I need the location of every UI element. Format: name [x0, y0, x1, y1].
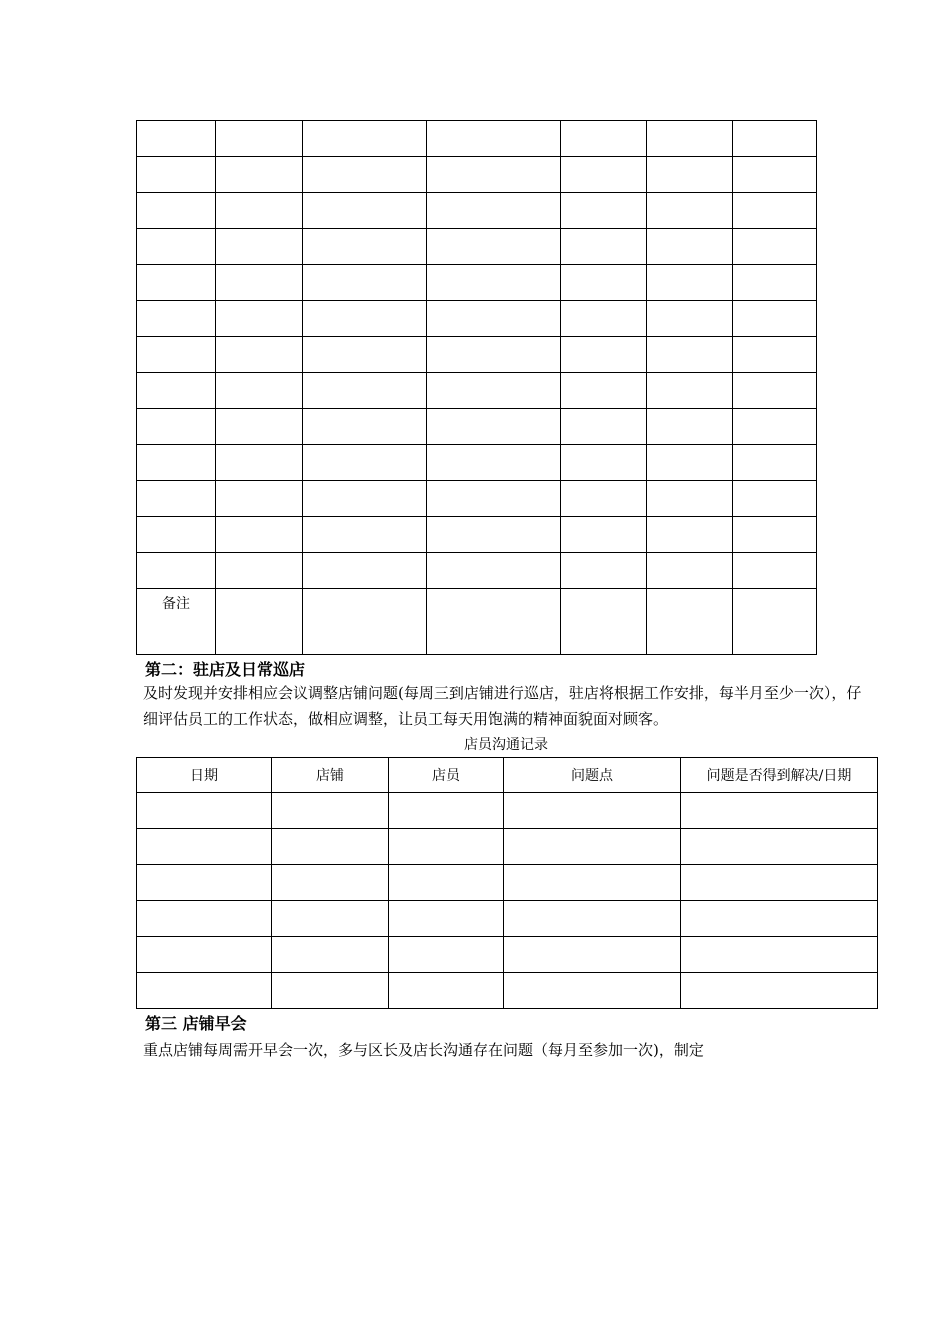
grid-cell [647, 265, 733, 301]
table-cell [504, 973, 681, 1009]
table-cell [681, 793, 878, 829]
grid-cell [427, 193, 561, 229]
grid-cell [303, 445, 427, 481]
grid-cell [303, 301, 427, 337]
grid-cell [216, 517, 303, 553]
table-row [137, 865, 878, 901]
grid-cell [137, 193, 216, 229]
grid-cell [427, 481, 561, 517]
grid-cell [427, 157, 561, 193]
table-cell [272, 901, 389, 937]
grid-cell [303, 229, 427, 265]
grid-row [137, 409, 817, 445]
grid-cell [647, 121, 733, 157]
grid-cell [216, 589, 303, 655]
header-resolved-date: 问题是否得到解决/日期 [681, 758, 878, 793]
grid-cell [561, 193, 647, 229]
grid-cell [303, 517, 427, 553]
grid-cell [561, 337, 647, 373]
table-cell [389, 937, 504, 973]
grid-cell [303, 337, 427, 373]
grid-cell [733, 337, 817, 373]
table-row [137, 973, 878, 1009]
grid-cell [733, 445, 817, 481]
grid-cell [427, 517, 561, 553]
section3-heading: 第三 店铺早会 [145, 1014, 247, 1033]
grid-cell [733, 301, 817, 337]
grid-cell [561, 157, 647, 193]
grid-cell [303, 481, 427, 517]
table-cell [504, 937, 681, 973]
table-cell [137, 937, 272, 973]
table-cell [504, 901, 681, 937]
section2-heading: 第二：驻店及日常巡店 [145, 660, 306, 679]
grid-cell [137, 373, 216, 409]
table-cell [389, 901, 504, 937]
grid-cell [427, 445, 561, 481]
section2-paragraph: 及时发现并安排相应会议调整店铺问题(每周三到店铺进行巡店，驻店将根据工作安排，每半月至少一次），仔细评估员工的工作状态，做相应调整，让员工每天用饱满的精神面貌面对顾客。 [143, 684, 862, 728]
grid-row [137, 337, 817, 373]
grid-cell [561, 301, 647, 337]
grid-cell [303, 373, 427, 409]
table-cell [504, 793, 681, 829]
grid-cell [427, 553, 561, 589]
table-cell [681, 829, 878, 865]
grid-row [137, 373, 817, 409]
grid-cell [137, 229, 216, 265]
grid-cell [733, 265, 817, 301]
blank-grid-table [136, 120, 817, 655]
grid-cell [303, 589, 427, 655]
grid-cell [216, 481, 303, 517]
table-cell [137, 829, 272, 865]
table-cell [272, 865, 389, 901]
table-cell [681, 865, 878, 901]
grid-cell [303, 121, 427, 157]
staff-communication-table [136, 757, 878, 1009]
table-cell [137, 901, 272, 937]
grid-cell [561, 481, 647, 517]
grid-cell [647, 589, 733, 655]
table-cell [137, 793, 272, 829]
section3-paragraph: 重点店铺每周需开早会一次，多与区长及店长沟通存在问题（每月至参加一次)，制定 [143, 1041, 704, 1059]
grid-cell [137, 517, 216, 553]
grid-cell [427, 121, 561, 157]
grid-cell [561, 265, 647, 301]
grid-cell [647, 373, 733, 409]
grid-cell [733, 553, 817, 589]
grid-cell [647, 481, 733, 517]
comm-table-caption: 店员沟通记录 [464, 737, 548, 753]
grid-cell [427, 373, 561, 409]
grid-cell [216, 157, 303, 193]
grid-row [137, 481, 817, 517]
grid-cell [647, 193, 733, 229]
grid-cell [216, 409, 303, 445]
grid-cell [647, 157, 733, 193]
table-row [137, 901, 878, 937]
grid-cell [561, 373, 647, 409]
comm-table-header-row [137, 758, 878, 793]
grid-row [137, 517, 817, 553]
grid-cell [303, 157, 427, 193]
grid-cell [216, 193, 303, 229]
grid-cell [137, 265, 216, 301]
table-row [137, 937, 878, 973]
grid-cell [561, 229, 647, 265]
grid-cell [733, 481, 817, 517]
grid-cell [216, 553, 303, 589]
grid-cell [427, 337, 561, 373]
grid-cell [733, 121, 817, 157]
grid-cell [303, 553, 427, 589]
table-cell [504, 829, 681, 865]
grid-remark-row [137, 589, 817, 655]
grid-cell [733, 409, 817, 445]
table-cell [681, 973, 878, 1009]
grid-cell [137, 481, 216, 517]
remark-label: 备注 [137, 589, 216, 655]
table-cell [681, 937, 878, 973]
table-cell [272, 973, 389, 1009]
grid-cell [733, 517, 817, 553]
grid-cell [137, 301, 216, 337]
grid-row [137, 193, 817, 229]
grid-row [137, 445, 817, 481]
grid-cell [216, 229, 303, 265]
grid-cell [137, 337, 216, 373]
grid-cell [561, 517, 647, 553]
grid-cell [561, 121, 647, 157]
table-row [137, 829, 878, 865]
grid-cell [427, 265, 561, 301]
grid-cell [733, 589, 817, 655]
table-cell [137, 973, 272, 1009]
grid-row [137, 265, 817, 301]
table-cell [389, 865, 504, 901]
grid-cell [303, 193, 427, 229]
grid-row [137, 229, 817, 265]
grid-cell [427, 301, 561, 337]
grid-cell [216, 445, 303, 481]
table-cell [272, 937, 389, 973]
grid-cell [216, 121, 303, 157]
header-date: 日期 [137, 758, 272, 793]
grid-cell [647, 301, 733, 337]
grid-row [137, 301, 817, 337]
table-cell [504, 865, 681, 901]
table-cell [389, 973, 504, 1009]
table-cell [137, 865, 272, 901]
grid-cell [216, 301, 303, 337]
grid-cell [733, 157, 817, 193]
grid-cell [733, 229, 817, 265]
header-staff: 店员 [389, 758, 504, 793]
grid-row [137, 157, 817, 193]
grid-cell [561, 409, 647, 445]
grid-cell [647, 229, 733, 265]
grid-cell [647, 409, 733, 445]
table-row [137, 793, 878, 829]
grid-cell [216, 337, 303, 373]
grid-cell [647, 445, 733, 481]
grid-cell [137, 553, 216, 589]
table-cell [389, 829, 504, 865]
grid-cell [561, 553, 647, 589]
grid-cell [647, 553, 733, 589]
header-store: 店铺 [272, 758, 389, 793]
grid-cell [137, 409, 216, 445]
header-issue: 问题点 [504, 758, 681, 793]
table-cell [389, 793, 504, 829]
grid-cell [137, 445, 216, 481]
grid-cell [733, 373, 817, 409]
grid-cell [137, 121, 216, 157]
grid-cell [427, 229, 561, 265]
grid-cell [427, 409, 561, 445]
grid-cell [561, 445, 647, 481]
grid-cell [427, 589, 561, 655]
table-cell [681, 901, 878, 937]
grid-cell [216, 265, 303, 301]
grid-cell [303, 265, 427, 301]
grid-cell [561, 589, 647, 655]
grid-cell [647, 337, 733, 373]
table-cell [272, 793, 389, 829]
grid-cell [303, 409, 427, 445]
grid-cell [733, 193, 817, 229]
grid-row [137, 553, 817, 589]
grid-cell [647, 517, 733, 553]
table-cell [272, 829, 389, 865]
grid-row [137, 121, 817, 157]
grid-cell [137, 157, 216, 193]
grid-cell [216, 373, 303, 409]
